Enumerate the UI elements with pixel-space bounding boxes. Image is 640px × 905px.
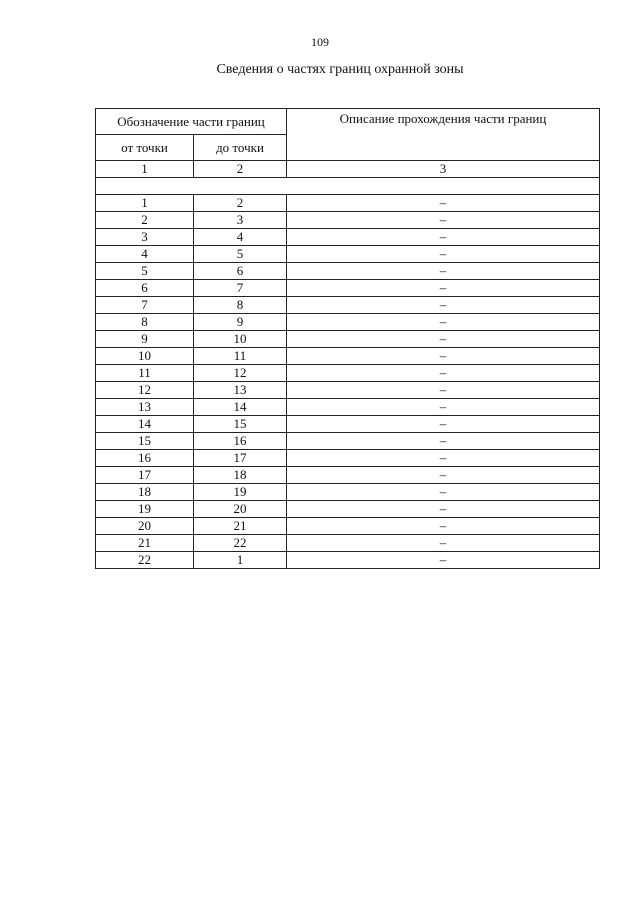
description-cell: –	[287, 280, 600, 297]
to-point-cell: 1	[194, 552, 287, 569]
boundary-parts-table	[95, 108, 600, 569]
table-row	[96, 433, 600, 450]
from-point-cell: 6	[96, 280, 194, 297]
to-point-cell: 9	[194, 314, 287, 331]
from-point-cell: 16	[96, 450, 194, 467]
to-point-cell: 13	[194, 382, 287, 399]
from-point-cell: 20	[96, 518, 194, 535]
header-from-point: от точки	[96, 135, 194, 161]
blank-row	[96, 178, 600, 195]
table-row	[96, 280, 600, 297]
from-point-cell: 19	[96, 501, 194, 518]
description-cell: –	[287, 246, 600, 263]
to-point-cell: 11	[194, 348, 287, 365]
table-header-row	[96, 109, 600, 135]
to-point-cell: 22	[194, 535, 287, 552]
to-point-cell: 18	[194, 467, 287, 484]
description-cell: –	[287, 365, 600, 382]
table-row	[96, 195, 600, 212]
from-point-cell: 22	[96, 552, 194, 569]
to-point-cell: 15	[194, 416, 287, 433]
from-point-cell: 2	[96, 212, 194, 229]
from-point-cell: 18	[96, 484, 194, 501]
column-number: 1	[96, 161, 194, 178]
to-point-cell: 17	[194, 450, 287, 467]
table-row	[96, 229, 600, 246]
description-cell: –	[287, 467, 600, 484]
table-row	[96, 365, 600, 382]
from-point-cell: 3	[96, 229, 194, 246]
to-point-cell: 5	[194, 246, 287, 263]
to-point-cell: 21	[194, 518, 287, 535]
description-cell: –	[287, 552, 600, 569]
from-point-cell: 13	[96, 399, 194, 416]
from-point-cell: 11	[96, 365, 194, 382]
column-number: 2	[194, 161, 287, 178]
table-row	[96, 501, 600, 518]
description-cell: –	[287, 195, 600, 212]
table-row	[96, 331, 600, 348]
description-cell: –	[287, 501, 600, 518]
table-row	[96, 399, 600, 416]
blank-cell	[96, 178, 600, 195]
description-cell: –	[287, 535, 600, 552]
table-row	[96, 450, 600, 467]
to-point-cell: 12	[194, 365, 287, 382]
to-point-cell: 3	[194, 212, 287, 229]
table-row	[96, 263, 600, 280]
table-row	[96, 484, 600, 501]
from-point-cell: 8	[96, 314, 194, 331]
table-row	[96, 212, 600, 229]
to-point-cell: 16	[194, 433, 287, 450]
description-cell: –	[287, 433, 600, 450]
description-cell: –	[287, 331, 600, 348]
table-row	[96, 467, 600, 484]
description-cell: –	[287, 450, 600, 467]
to-point-cell: 20	[194, 501, 287, 518]
to-point-cell: 7	[194, 280, 287, 297]
to-point-cell: 19	[194, 484, 287, 501]
page-number: 109	[311, 35, 329, 49]
description-cell: –	[287, 314, 600, 331]
description-cell: –	[287, 348, 600, 365]
page-title: Сведения о частях границ охранной зоны	[216, 62, 464, 77]
from-point-cell: 17	[96, 467, 194, 484]
to-point-cell: 8	[194, 297, 287, 314]
description-cell: –	[287, 263, 600, 280]
from-point-cell: 12	[96, 382, 194, 399]
column-number: 3	[287, 161, 600, 178]
table-row	[96, 297, 600, 314]
from-point-cell: 15	[96, 433, 194, 450]
header-to-point: до точки	[194, 135, 287, 161]
to-point-cell: 6	[194, 263, 287, 280]
description-cell: –	[287, 382, 600, 399]
table-row	[96, 416, 600, 433]
table-row	[96, 535, 600, 552]
description-cell: –	[287, 297, 600, 314]
header-boundary-description: Описание прохождения части границ	[287, 109, 600, 161]
to-point-cell: 4	[194, 229, 287, 246]
table-row	[96, 314, 600, 331]
description-cell: –	[287, 229, 600, 246]
table-row	[96, 348, 600, 365]
table-row	[96, 552, 600, 569]
column-numbers-row	[96, 161, 600, 178]
from-point-cell: 4	[96, 246, 194, 263]
to-point-cell: 10	[194, 331, 287, 348]
table-row	[96, 518, 600, 535]
table-row	[96, 246, 600, 263]
from-point-cell: 9	[96, 331, 194, 348]
from-point-cell: 14	[96, 416, 194, 433]
description-cell: –	[287, 212, 600, 229]
description-cell: –	[287, 518, 600, 535]
description-cell: –	[287, 416, 600, 433]
description-cell: –	[287, 399, 600, 416]
description-cell: –	[287, 484, 600, 501]
header-boundary-designation: Обозначение части границ	[96, 109, 287, 135]
from-point-cell: 10	[96, 348, 194, 365]
to-point-cell: 2	[194, 195, 287, 212]
from-point-cell: 5	[96, 263, 194, 280]
from-point-cell: 1	[96, 195, 194, 212]
from-point-cell: 21	[96, 535, 194, 552]
from-point-cell: 7	[96, 297, 194, 314]
to-point-cell: 14	[194, 399, 287, 416]
table-row	[96, 382, 600, 399]
